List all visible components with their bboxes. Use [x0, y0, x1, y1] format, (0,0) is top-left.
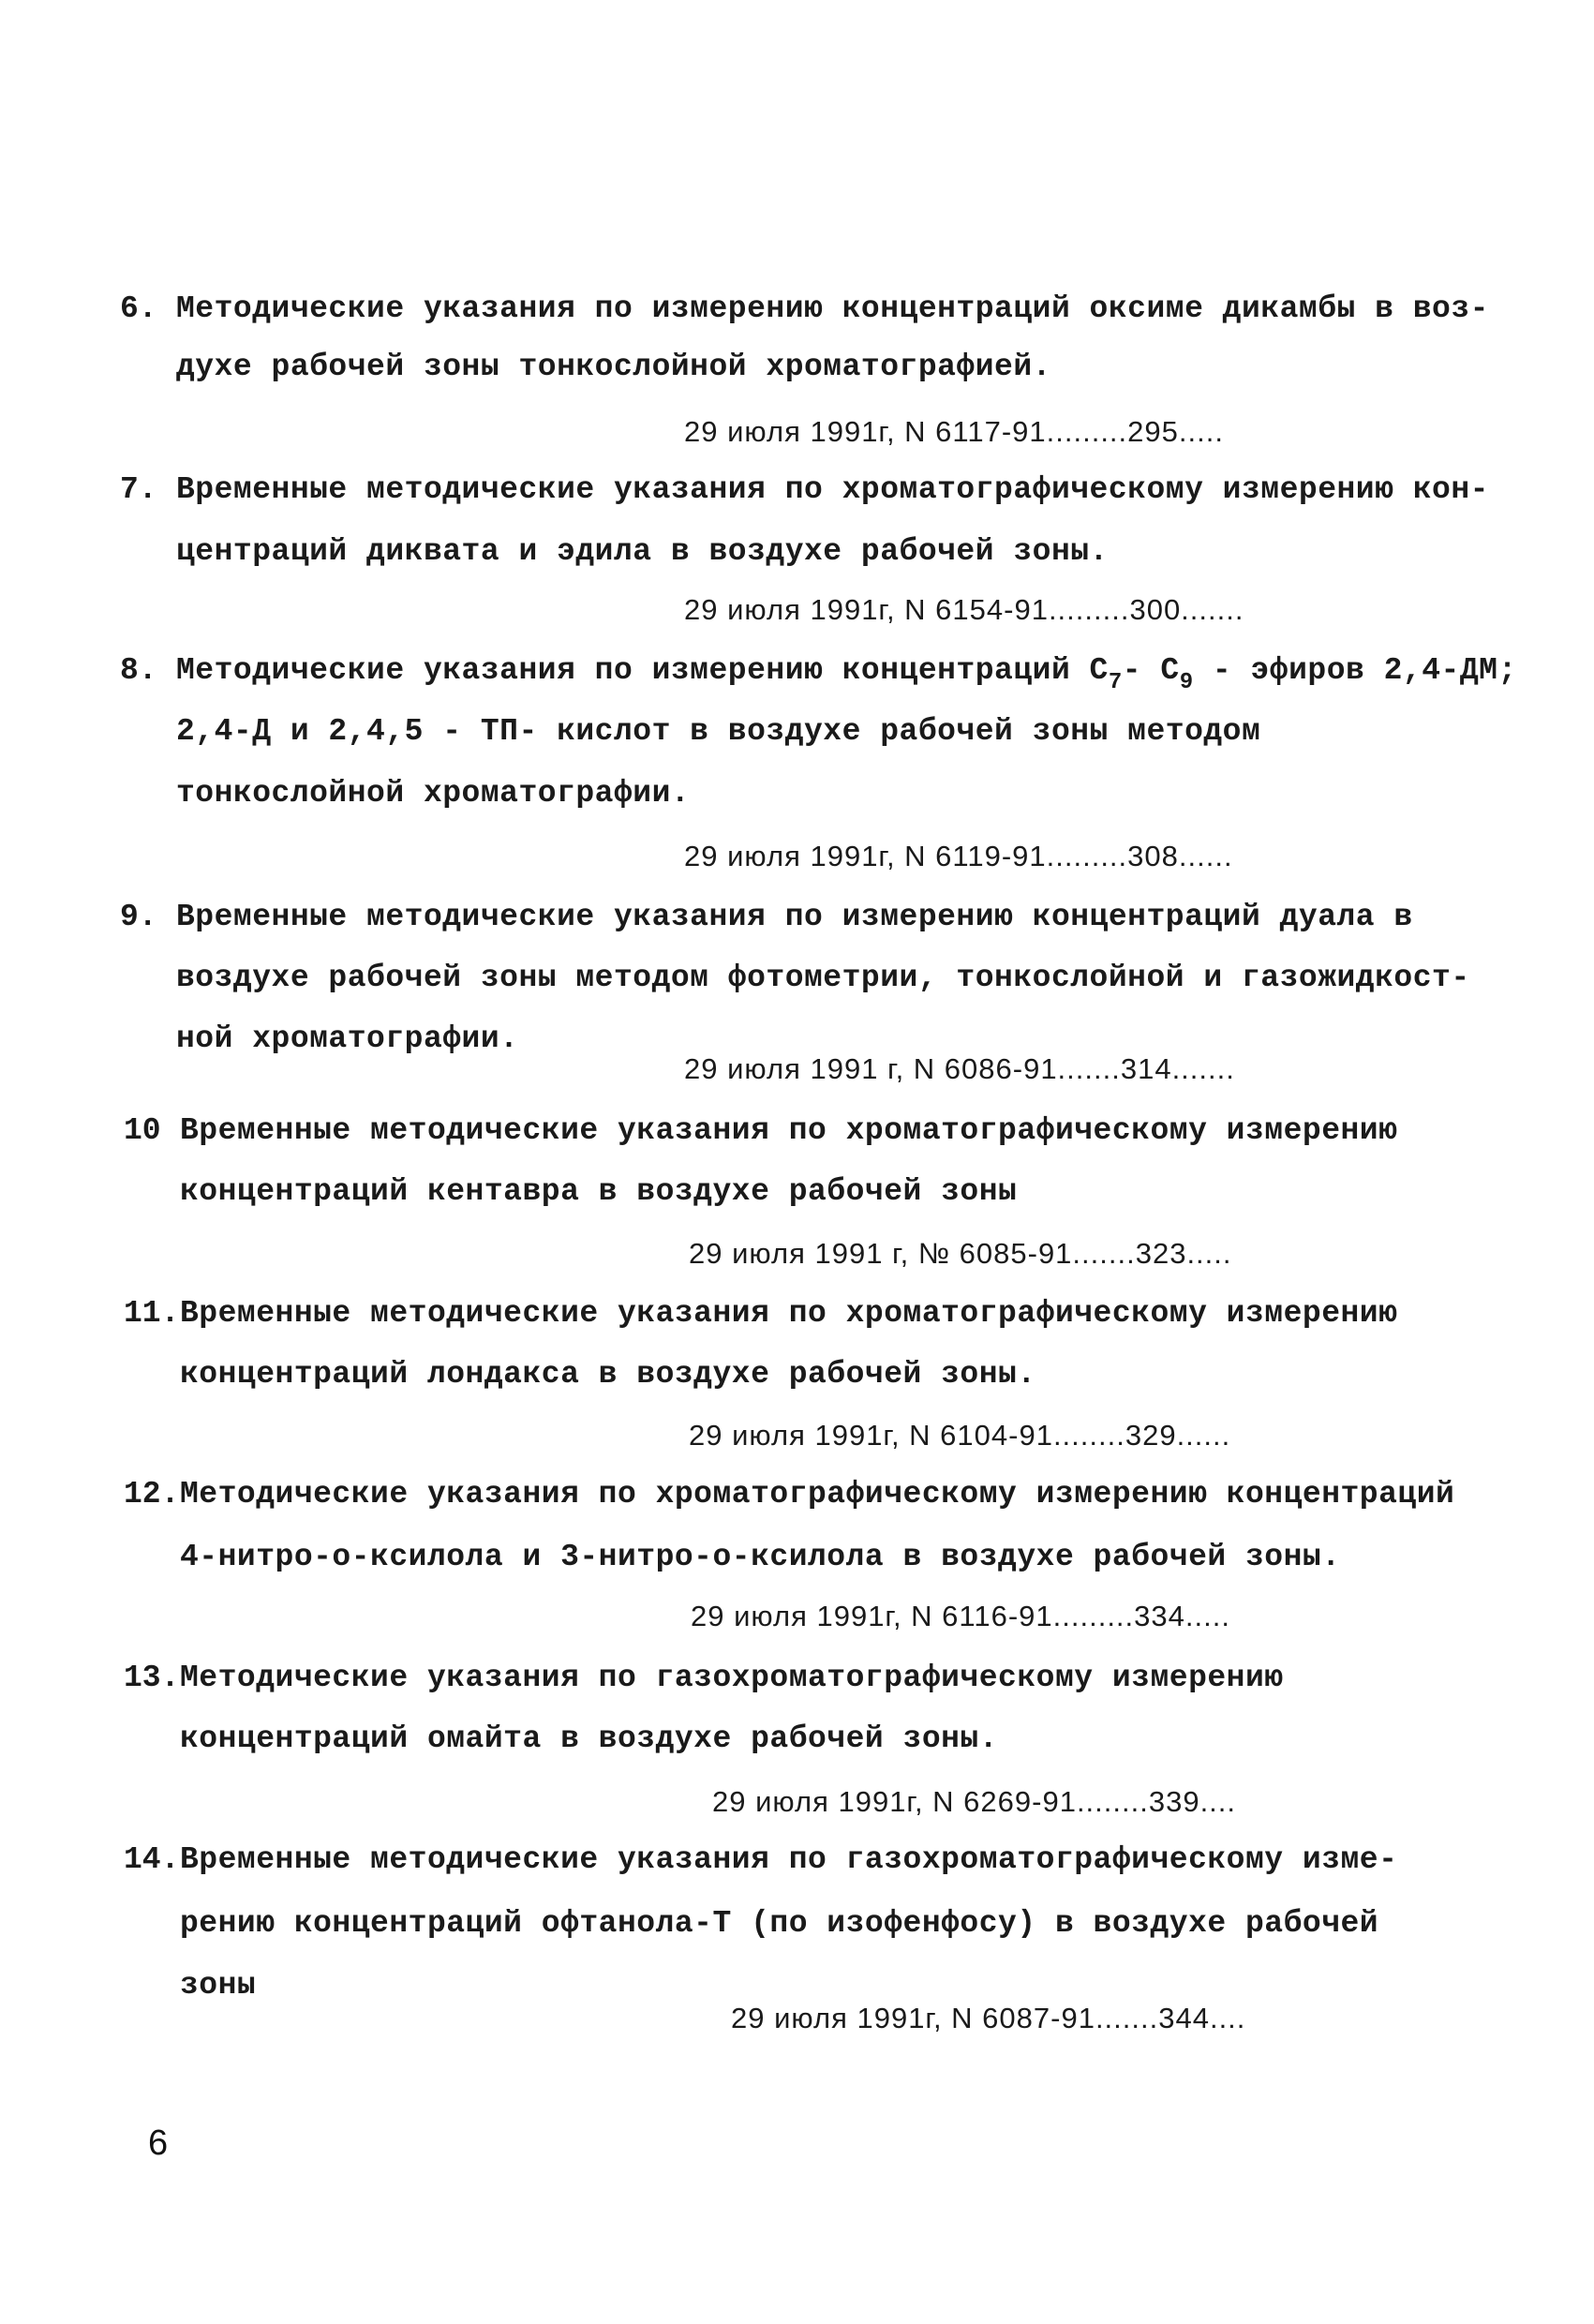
entry-text-line: концентраций кентавра в воздухе рабочей зоны: [180, 1174, 1018, 1209]
entry-text-line: Временные методические указания по хроматографическому измерению кон-: [176, 472, 1489, 507]
entry-text-line: ной хроматографии.: [176, 1021, 519, 1056]
entry-number: 6.: [120, 291, 157, 326]
entry-text-segment: - эфиров 2,4-ДМ;: [1193, 653, 1517, 688]
entry-reference: 29 июля 1991г, N 6104-91........329......: [689, 1419, 1231, 1452]
entry-text-line: Временные методические указания по хроматографическому измерению: [180, 1113, 1398, 1148]
entry-reference: 29 июля 1991 г, № 6085-91.......323.....: [689, 1237, 1232, 1270]
entry-text-line: Временные методические указания по газохроматографическому изме-: [180, 1842, 1398, 1877]
entry-text-line: Методические указания по газохроматографическому измерению: [180, 1661, 1284, 1695]
entry-text-line: центраций диквата и эдила в воздухе рабочей зоны.: [176, 534, 1109, 569]
entry-reference: 29 июля 1991г, N 6119-91.........308......: [684, 840, 1233, 872]
entry-text-line: Методические указания по хроматографическому измерению концентраций: [180, 1477, 1455, 1512]
entry-reference: 29 июля 1991г, N 6116-91.........334.....: [691, 1600, 1230, 1632]
entry-text-line: [176, 652, 1517, 695]
entry-text-line: концентраций омайта в воздухе рабочей зоны.: [180, 1721, 999, 1756]
entry-text-line: Временные методические указания по хроматографическому измерению: [180, 1296, 1398, 1331]
entry-text-line: Методические указания по измерению концентраций оксиме дикамбы в воз-: [176, 291, 1489, 326]
entry-number: 13.: [124, 1661, 180, 1695]
entry-number: 14.: [124, 1842, 180, 1877]
entry-text-line: тонкослойной хроматографии.: [176, 776, 691, 811]
entry-reference: 29 июля 1991г, N 6087-91.......344....: [731, 2002, 1246, 2034]
entry-text-segment: - C: [1122, 653, 1180, 688]
entry-reference: 29 июля 1991г, N 6117-91.........295.....: [684, 415, 1224, 448]
entry-text-line: 4-нитро-о-ксилола и 3-нитро-о-ксилола в воздухе рабочей зоны.: [180, 1540, 1341, 1574]
entry-text-line: Временные методические указания по измерению концентраций дуала в: [176, 900, 1413, 934]
entry-text-line: духе рабочей зоны тонкослойной хроматографией.: [176, 350, 1051, 384]
entry-text-segment: Методические указания по измерению концентраций C: [176, 653, 1109, 688]
entry-text-line: рению концентраций офтанола-Т (по изофенфосу) в воздухе рабочей: [180, 1906, 1379, 1941]
subscript: 9: [1179, 670, 1194, 695]
entry-reference: 29 июля 1991г, N 6154-91.........300.......: [684, 593, 1244, 626]
entry-number: 12.: [124, 1477, 180, 1512]
entry-number: 7.: [120, 472, 157, 507]
page-number: 6: [148, 2123, 169, 2163]
entry-text-line: концентраций лондакса в воздухе рабочей зоны.: [180, 1357, 1036, 1392]
entry-reference: 29 июля 1991 г, N 6086-91.......314.......: [684, 1052, 1235, 1085]
entry-reference: 29 июля 1991г, N 6269-91........339....: [712, 1785, 1237, 1818]
entry-number: 10: [124, 1113, 161, 1148]
entry-number: 11.: [124, 1296, 180, 1331]
entry-number: 8.: [120, 653, 157, 688]
entry-number: 9.: [120, 900, 157, 934]
entry-text-line: воздухе рабочей зоны методом фотометрии, тонкослойной и газожидкост-: [176, 961, 1470, 995]
entry-text-line: 2,4-Д и 2,4,5 - ТП- кислот в воздухе рабочей зоны методом: [176, 714, 1261, 749]
entry-text-line: зоны: [180, 1968, 257, 2003]
subscript: 7: [1108, 670, 1123, 695]
